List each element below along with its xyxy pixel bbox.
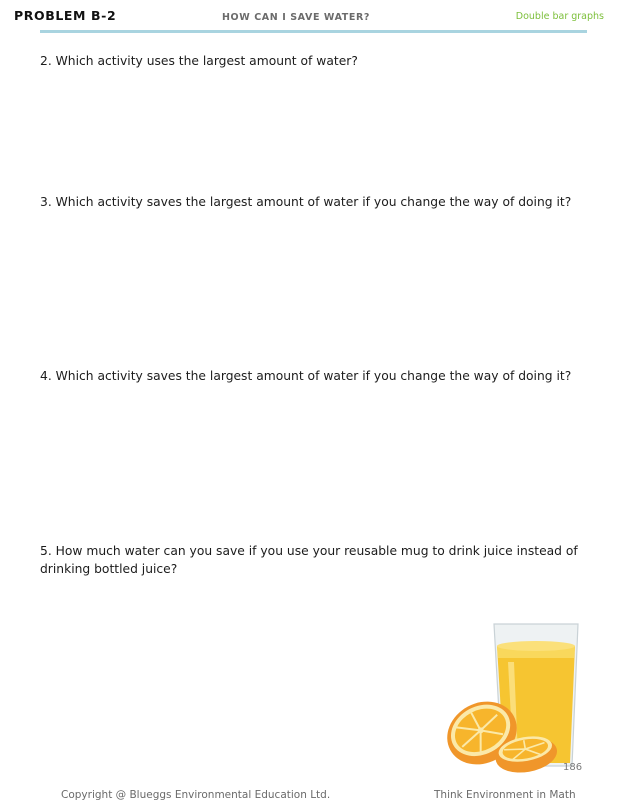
worksheet-title: HOW CAN I SAVE WATER? — [222, 12, 370, 23]
problem-label: PROBLEM B-2 — [14, 8, 117, 23]
topic-label: Double bar graphs — [515, 11, 604, 22]
question-4: 4. Which activity saves the largest amount of water if you change the way of doing it? — [40, 369, 572, 383]
series-name: Think Environment in Math — [434, 789, 576, 801]
question-5: 5. How much water can you save if you use your reusable mug to drink juice instead of drinking bottled juice? — [40, 544, 578, 576]
header-divider — [40, 30, 587, 33]
question-2: 2. Which activity uses the largest amount of water? — [40, 54, 358, 68]
page-number: 186 — [563, 762, 583, 773]
copyright-notice: Copyright @ Blueggs Environmental Education Ltd. — [61, 789, 331, 801]
orange-juice-glass-icon — [442, 618, 587, 778]
question-3: 3. Which activity saves the largest amount of water if you change the way of doing it? — [40, 195, 572, 209]
